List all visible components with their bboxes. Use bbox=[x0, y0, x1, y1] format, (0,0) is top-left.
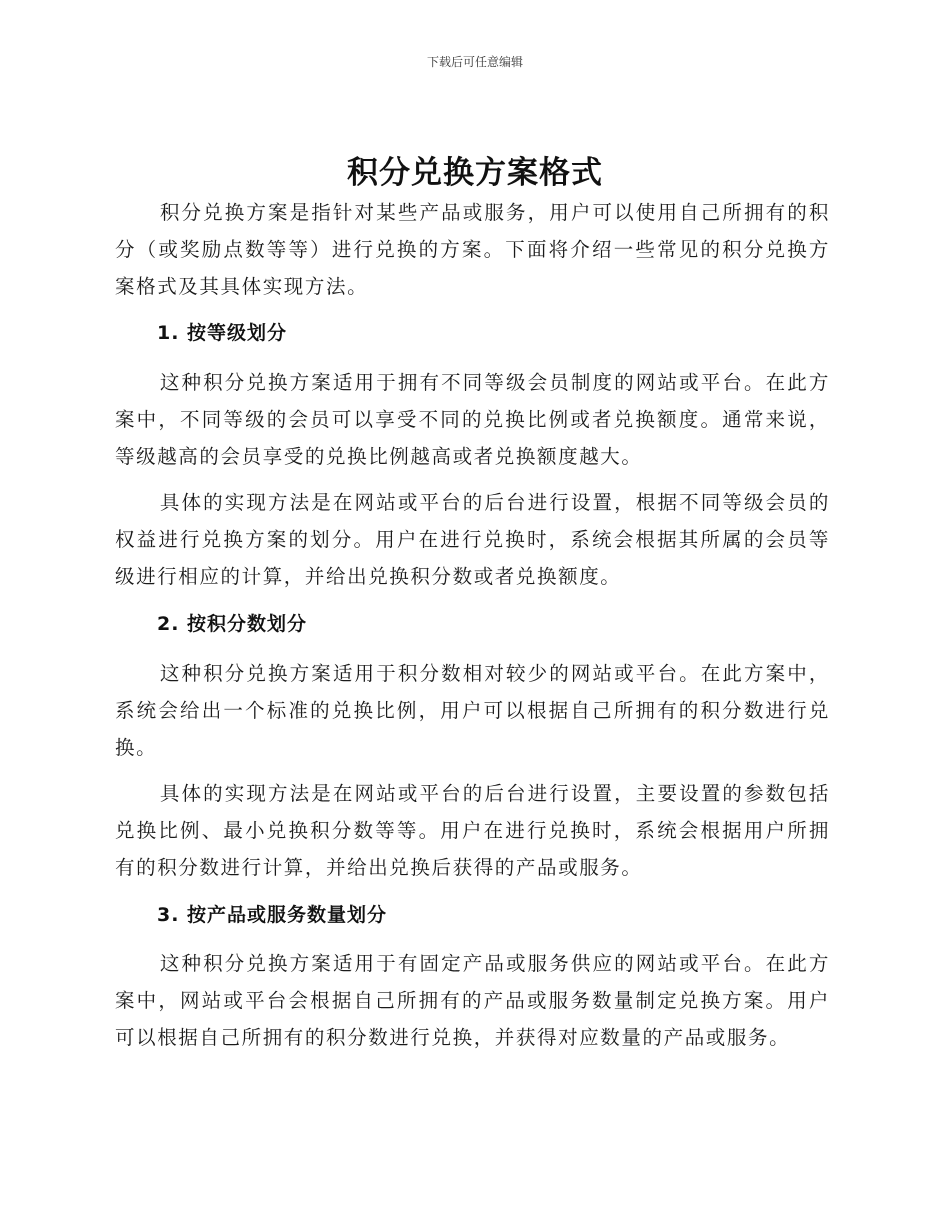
section-2-paragraph-1: 这种积分兑换方案适用于积分数相对较少的网站或平台。在此方案中，系统会给出一个标准的兑换比例，用户可以根据自己所拥有的积分数进行兑换。 bbox=[115, 662, 830, 759]
section-heading-by-points: 2. 按积分数划分 bbox=[157, 613, 308, 635]
section-2-paragraph-2: 具体的实现方法是在网站或平台的后台进行设置，主要设置的参数包括兑换比例、最小兑换积分数等等。用户在进行兑换时，系统会根据用户所拥有的积分数进行计算，并给出兑换后获得的产品或服务。 bbox=[115, 782, 830, 879]
section-3-paragraph-1: 这种积分兑换方案适用于有固定产品或服务供应的网站或平台。在此方案中，网站或平台会根据自己所拥有的产品或服务数量制定兑换方案。用户可以根据自己所拥有的积分数进行兑换，并获得对应数量的产品或服务。 bbox=[115, 952, 830, 1049]
section-1-paragraph-2: 具体的实现方法是在网站或平台的后台进行设置，根据不同等级会员的权益进行兑换方案的划分。用户在进行兑换时，系统会根据其所属的会员等级进行相应的计算，并给出兑换积分数或者兑换额度。 bbox=[115, 491, 830, 588]
section-heading-by-level: 1. 按等级划分 bbox=[157, 322, 288, 344]
intro-paragraph: 积分兑换方案是指针对某些产品或服务，用户可以使用自己所拥有的积分（或奖励点数等等）进行兑换的方案。下面将介绍一些常见的积分兑换方案格式及其具体实现方法。 bbox=[115, 201, 830, 298]
section-1-paragraph-1: 这种积分兑换方案适用于拥有不同等级会员制度的网站或平台。在此方案中，不同等级的会员可以享受不同的兑换比例或者兑换额度。通常来说，等级越高的会员享受的兑换比例越高或者兑换额度越大。 bbox=[115, 371, 830, 468]
section-heading-by-quantity: 3. 按产品或服务数量划分 bbox=[157, 904, 388, 926]
document-title: 积分兑换方案格式 bbox=[347, 155, 603, 191]
header-note: 下载后可任意编辑 bbox=[426, 55, 523, 69]
